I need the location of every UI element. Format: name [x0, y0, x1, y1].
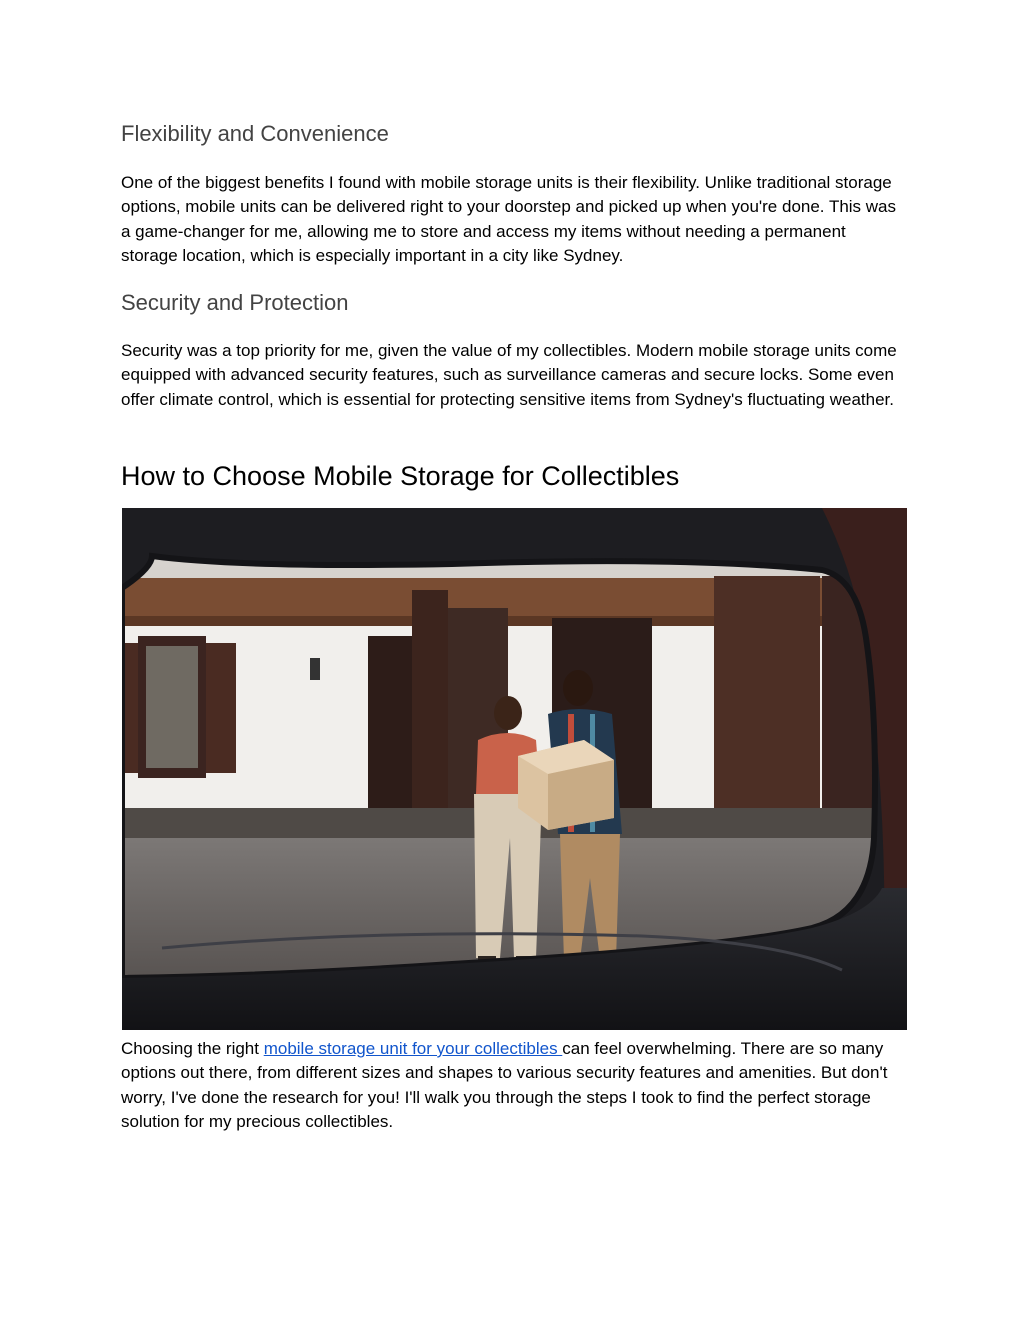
photo-couple-carrying-box-in-car-mirror — [122, 508, 907, 1030]
section-body-flexibility: One of the biggest benefits I found with mobile storage units is their flexibility. Unlike traditional storage options, mobile units can be delivered right to your doorstep and picked up when you're done. This was a game-changer for me, allowing me to store and access my items without needing a permanent storage location, which is especially important in a city like Sydney. — [121, 173, 897, 265]
section-heading-security: Security and Protection — [121, 290, 349, 315]
section-heading-flexibility: Flexibility and Convenience — [121, 121, 389, 146]
collectibles-storage-link[interactable]: mobile storage unit for your collectibles — [263, 1039, 563, 1058]
section-body-security: Security was a top priority for me, given the value of my collectibles. Modern mobile storage units come equipped with advanced security features, such as surveillance cameras and secure locks. Some even offer climate control, which is essential for protecting sensitive items from Sydney's fluctuating weather. — [121, 341, 897, 409]
closing-text-before-link: Choosing the right — [121, 1039, 264, 1058]
main-heading: How to Choose Mobile Storage for Collectibles — [121, 461, 680, 491]
closing-paragraph — [121, 1037, 907, 1134]
closing-text-after-link: can feel overwhelming. There are so many options out there, from different sizes and shapes to various security features and amenities. But don't worry, I've done the research for you! I'll walk you through the steps I took to find the perfect storage solution for my precious collectibles. — [121, 1039, 888, 1131]
